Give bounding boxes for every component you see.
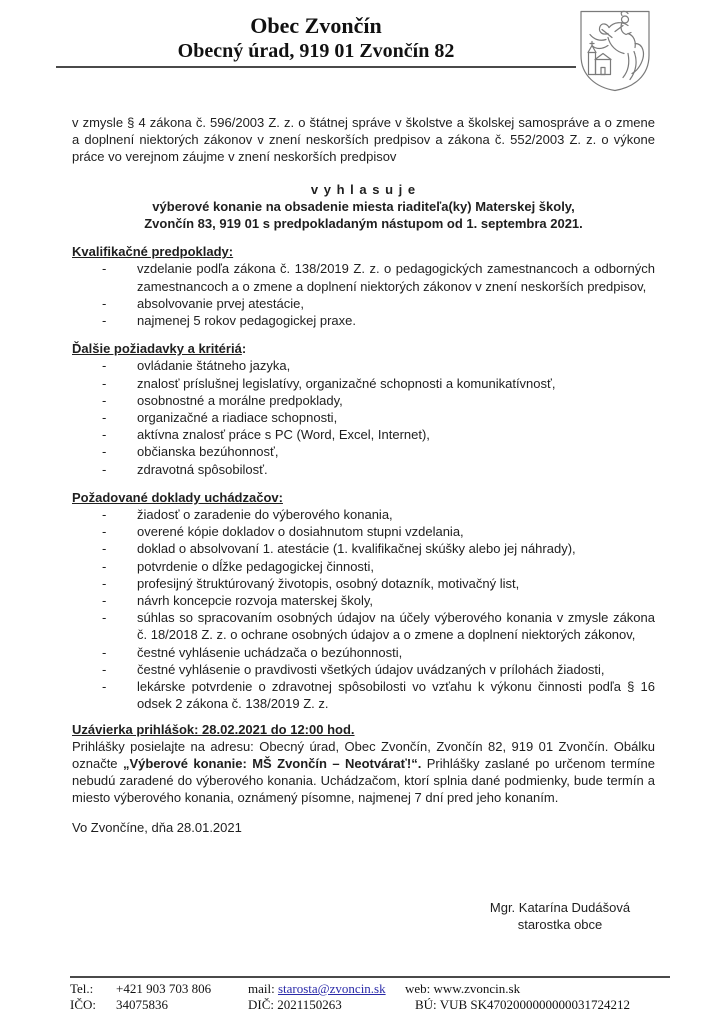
list-item: - občianska bezúhonnosť, — [72, 443, 655, 460]
list-item: - organizačné a riadiace schopnosti, — [72, 409, 655, 426]
section-required-documents — [72, 489, 655, 713]
tel-label: Tel.: — [70, 981, 94, 996]
list-item: - lekárske potvrdenie o zdravotnej spôsobilosti vo vzťahu k výkonu činnosti podľa § 16 odsek 2 zákona č. 138/2019 Z. z. — [72, 678, 655, 712]
announcement-verb: v y h l a s u j e — [310, 181, 417, 197]
envelope-label-bold: „Výberové konanie: MŠ Zvončín – Neotvárať!“. — [122, 755, 422, 771]
coat-of-arms-icon — [578, 9, 652, 94]
requirement-list — [72, 506, 655, 712]
list-item: - čestné vyhlásenie uchádzača o bezúhonnosti, — [72, 644, 655, 661]
list-item: - osobnostné a morálne predpoklady, — [72, 392, 655, 409]
requirement-list — [72, 357, 655, 477]
list-item: - žiadosť o zaradenie do výberového konania, — [72, 506, 655, 523]
dateline: Vo Zvončíne, dňa 28.01.2021 — [72, 819, 242, 835]
ico-label: IČO: — [70, 996, 96, 1012]
section-other-requirements — [72, 340, 655, 478]
signature-block — [420, 899, 700, 933]
bank-label: BÚ: — [415, 996, 437, 1012]
requirement-list — [72, 260, 655, 329]
dic-value: 2021150263 — [277, 996, 342, 1012]
list-item: - doklad o absolvovaní 1. atestácie (1. kvalifikačnej skúšky alebo jej náhrady), — [72, 540, 655, 557]
announcement-line1: výberové konanie na obsadenie miesta riaditeľa(ky) Materskej školy, — [152, 198, 575, 214]
closing-block — [72, 721, 655, 836]
list-item: - súhlas so spracovaním osobných údajov na účely výberového konania v zmysle zákona č. 18/2018 Z. z. o ochrane osobných údajov a o zmene a doplnení niektorých zákonov, — [72, 609, 655, 643]
bank-cell — [405, 997, 670, 1013]
mail-link[interactable]: starosta@zvoncin.sk — [277, 981, 386, 996]
list-item: - profesijný štruktúrovaný životopis, osobný dotazník, motivačný list, — [72, 575, 655, 592]
section-heading: Ďalšie požiadavky a kritériá: — [72, 341, 247, 357]
dic-label: DIČ: — [248, 996, 274, 1012]
dic-cell — [248, 997, 405, 1013]
web-label: web: — [405, 981, 431, 996]
deadline-heading: Uzávierka prihlášok: 28.02.2021 do 12:00 hod. — [72, 721, 355, 737]
list-item: - vzdelanie podľa zákona č. 138/2019 Z. z. o pedagogických zamestnancoch a odborných zamestnancoch a o zmene a doplnení niektorých zákonov v znení neskorších predpisov, — [72, 260, 655, 294]
section-heading: Kvalifikačné predpoklady: — [72, 244, 234, 260]
list-item: - absolvovanie prvej atestácie, — [72, 295, 655, 312]
list-item: - ovládanie štátneho jazyka, — [72, 357, 655, 374]
section-qualifications — [72, 243, 655, 329]
list-item: - zdravotná spôsobilosť. — [72, 461, 655, 478]
list-item: - najmenej 5 rokov pedagogickej praxe. — [72, 312, 655, 329]
web-cell — [405, 981, 670, 997]
document-body — [0, 114, 724, 933]
bank-value: VUB SK4702000000000031724212 — [439, 996, 631, 1012]
org-address: Obecný úrad, 919 01 Zvončín 82 — [177, 40, 455, 62]
ico-value: 34075836 — [116, 996, 168, 1012]
mail-cell — [248, 981, 405, 997]
list-item: - znalosť príslušnej legislatívy, organizačné schopnosti a komunikatívnosť, — [72, 375, 655, 392]
letterhead — [56, 13, 576, 68]
footer-row-1 — [70, 981, 670, 997]
signature-name: Mgr. Katarína Dudášová — [489, 899, 631, 915]
mail-label: mail: — [248, 981, 275, 996]
signature-title: starostka obce — [517, 916, 603, 932]
list-item: - overené kópie dokladov o dosiahnutom stupni vzdelania, — [72, 523, 655, 540]
tel-value: +421 903 703 806 — [116, 981, 212, 996]
document-header — [0, 13, 724, 68]
announcement-block — [72, 181, 655, 233]
announcement-line2: Zvončín 83, 919 01 s predpokladaným nástupom od 1. septembra 2021. — [144, 216, 583, 232]
list-item: - potvrdenie o dĺžke pedagogickej činnosti, — [72, 558, 655, 575]
footer-row-2 — [70, 997, 670, 1013]
intro-paragraph: v zmysle § 4 zákona č. 596/2003 Z. z. o štátnej správe v školstve a školskej samospráve a o zmene a doplnení niektorých zákonov v znení neskorších predpisov a zákona č. 552/2003 Z. z. o výkone práce vo verejnom záujme v znení neskorších predpisov — [72, 115, 655, 165]
list-item: - aktívna znalosť práce s PC (Word, Excel, Internet), — [72, 426, 655, 443]
list-item: - návrh koncepcie rozvoja materskej školy, — [72, 592, 655, 609]
web-value: www.zvoncin.sk — [433, 981, 521, 996]
document-footer — [70, 976, 670, 1012]
section-heading: Požadované doklady uchádzačov: — [72, 489, 283, 505]
list-item: - čestné vyhlásenie o pravdivosti všetkých údajov uvádzaných v prílohách žiadosti, — [72, 661, 655, 678]
org-name: Obec Zvončín — [250, 13, 382, 38]
closing-paragraph: Prihlášky posielajte na adresu: Obecný úrad, Obec Zvončín, Zvončín 82, 919 01 Zvončín. Obálku označte „Výberové konanie: MŠ Zvončín – Neotvárať!“. Prihlášky zaslané po určenom termíne nebudú zaradené do výberového konania. Uchádzačom, ktorí splnia dané podmienky, bude termín a miesto výberového konania, oznámený písomne, najmenej 7 dní pred jeho konaním. — [72, 738, 655, 806]
